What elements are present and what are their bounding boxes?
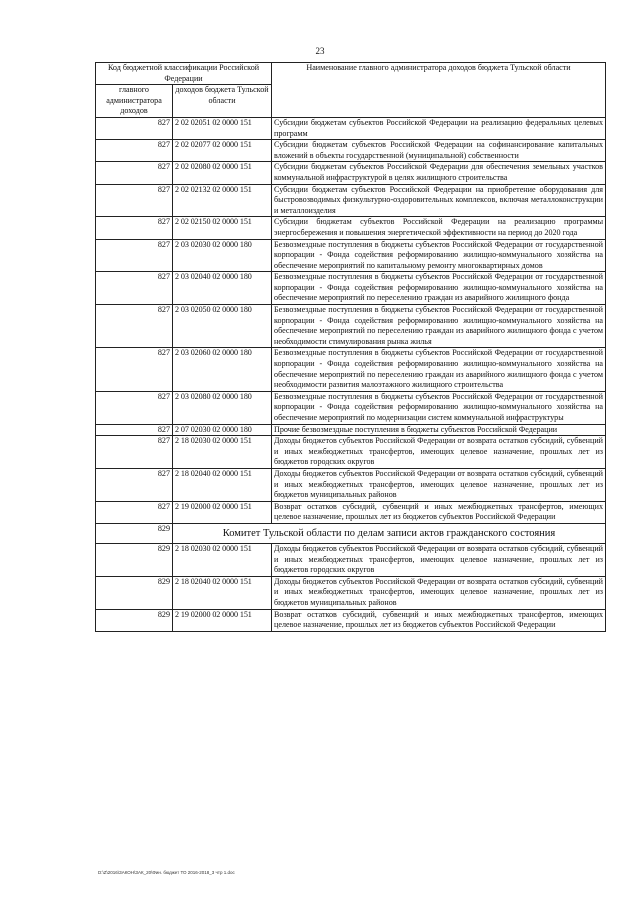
table-row <box>96 140 606 162</box>
revenue-name-cell: Субсидии бюджетам субъектов Российской Федерации на реализацию федеральных целевых программ <box>272 117 606 139</box>
revenue-code-cell: 2 03 02030 02 0000 180 <box>173 239 272 272</box>
table-row <box>96 391 606 424</box>
table-row <box>96 501 606 523</box>
revenue-name-cell: Безвозмездные поступления в бюджеты субъектов Российской Федерации от государственной корпорации - Фонда содействия реформированию жилищно-коммунального хозяйства на обеспечение мероприятий по модернизации систем коммунальной инфраструктуры <box>272 391 606 424</box>
table-row <box>96 184 606 217</box>
revenue-code-cell: 2 02 02132 02 0000 151 <box>173 184 272 217</box>
file-path-footer: D:\Z\2016\ЗАКОН\ЗАК_20\Фин. бюджет ТО 2016-2018_3 чтр 1.doc <box>98 870 235 875</box>
admin-code-cell: 827 <box>96 184 173 217</box>
revenue-name-cell: Субсидии бюджетам субъектов Российской Федерации на реализацию программы энергосбережения и повышения энергетической эффективности на период до 2020 года <box>272 217 606 239</box>
admin-code-cell: 827 <box>96 391 173 424</box>
admin-code-cell: 827 <box>96 436 173 469</box>
revenue-code-cell: 2 18 02030 02 0000 151 <box>173 543 272 576</box>
table-row <box>96 436 606 469</box>
table-row <box>96 272 606 305</box>
revenue-code-cell: 2 03 02080 02 0000 180 <box>173 391 272 424</box>
table-row <box>96 543 606 576</box>
revenue-name-cell: Безвозмездные поступления в бюджеты субъектов Российской Федерации от государственной корпорации - Фонда содействия реформированию жилищно-коммунального хозяйства на обеспечение мероприятий по переселению граждан из аварийного жилищного фонда <box>272 272 606 305</box>
table-row <box>96 348 606 391</box>
revenue-code-cell: 2 03 02040 02 0000 180 <box>173 272 272 305</box>
revenue-code-cell: 2 19 02000 02 0000 151 <box>173 609 272 631</box>
revenue-name-cell: Возврат остатков субсидий, субвенций и иных межбюджетных трансфертов, имеющих целевое назначение, прошлых лет из бюджетов субъектов Российской Федерации <box>272 501 606 523</box>
revenue-name-cell: Доходы бюджетов субъектов Российской Федерации от возврата остатков субсидий, субвенций и иных межбюджетных трансфертов, имеющих целевое назначение, прошлых лет из бюджетов городских округов <box>272 543 606 576</box>
header-budget-classification: Код бюджетной классификации Российской Федерации <box>96 63 272 85</box>
revenue-name-cell: Субсидии бюджетам субъектов Российской Федерации на приобретение оборудования для быстровозводимых физкультурно-оздоровительных комплексов, включая металлоконструкции и металлоизделия <box>272 184 606 217</box>
revenue-code-cell: 2 02 02150 02 0000 151 <box>173 217 272 239</box>
admin-code-cell: 827 <box>96 239 173 272</box>
revenue-code-cell: 2 02 02080 02 0000 151 <box>173 162 272 184</box>
table-body <box>96 63 606 632</box>
table-row <box>96 576 606 609</box>
page-number: 23 <box>315 46 325 56</box>
revenue-name-cell: Доходы бюджетов субъектов Российской Федерации от возврата остатков субсидий, субвенций и иных межбюджетных трансфертов, имеющих целевое назначение, прошлых лет из бюджетов городских округов <box>272 436 606 469</box>
admin-code-cell: 827 <box>96 140 173 162</box>
admin-code-cell: 827 <box>96 424 173 436</box>
revenue-code-cell: 2 19 02000 02 0000 151 <box>173 501 272 523</box>
revenue-name-cell: Субсидии бюджетам субъектов Российской Федерации на софинансирование капитальных вложений в объекты государственной (муниципальной) собственности <box>272 140 606 162</box>
admin-code-cell: 827 <box>96 217 173 239</box>
table-header-row <box>96 63 606 85</box>
revenue-code-cell: 2 18 02030 02 0000 151 <box>173 436 272 469</box>
revenue-code-cell: 2 18 02040 02 0000 151 <box>173 468 272 501</box>
table-row <box>96 239 606 272</box>
admin-code-cell: 827 <box>96 501 173 523</box>
section-row <box>96 523 606 543</box>
revenue-name-cell: Безвозмездные поступления в бюджеты субъектов Российской Федерации от государственной корпорации - Фонда содействия реформированию жилищно-коммунального хозяйства на обеспечение мероприятий по переселению граждан из аварийного жилищного фонда с учетом необходимости стимулирования рынка жилья <box>272 305 606 348</box>
table-row <box>96 609 606 631</box>
table-row <box>96 217 606 239</box>
budget-classification-table <box>95 62 606 632</box>
revenue-code-cell: 2 03 02060 02 0000 180 <box>173 348 272 391</box>
admin-code-cell: 827 <box>96 162 173 184</box>
admin-code-cell: 827 <box>96 348 173 391</box>
revenue-name-cell: Возврат остатков субсидий, субвенций и иных межбюджетных трансфертов, имеющих целевое назначение, прошлых лет из бюджетов субъектов Российской Федерации <box>272 609 606 631</box>
table-row <box>96 162 606 184</box>
header-administrator-name: Наименование главного администратора доходов бюджета Тульской области <box>272 63 606 118</box>
admin-code-cell: 829 <box>96 576 173 609</box>
header-revenue-code: доходов бюджета Тульской области <box>173 85 272 118</box>
revenue-name-cell: Доходы бюджетов субъектов Российской Федерации от возврата остатков субсидий, субвенций и иных межбюджетных трансфертов, имеющих целевое назначение, прошлых лет из бюджетов муниципальных районов <box>272 468 606 501</box>
admin-code-cell: 827 <box>96 272 173 305</box>
revenue-code-cell: 2 18 02040 02 0000 151 <box>173 576 272 609</box>
revenue-code-cell: 2 02 02077 02 0000 151 <box>173 140 272 162</box>
admin-code-cell: 827 <box>96 468 173 501</box>
admin-code-cell: 829 <box>96 609 173 631</box>
table-row <box>96 424 606 436</box>
admin-code-cell: 827 <box>96 117 173 139</box>
revenue-code-cell: 2 03 02050 02 0000 180 <box>173 305 272 348</box>
revenue-name-cell: Безвозмездные поступления в бюджеты субъектов Российской Федерации от государственной корпорации - Фонда содействия реформированию жилищно-коммунального хозяйства на обеспечение мероприятий по капитальному ремонту многоквартирных домов <box>272 239 606 272</box>
revenue-name-cell: Прочие безвозмездные поступления в бюджеты субъектов Российской Федерации <box>272 424 606 436</box>
admin-code-cell: 829 <box>96 543 173 576</box>
admin-code-cell: 827 <box>96 305 173 348</box>
table-row <box>96 305 606 348</box>
section-title: Комитет Тульской области по делам записи актов гражданского состояния <box>173 523 606 543</box>
revenue-name-cell: Безвозмездные поступления в бюджеты субъектов Российской Федерации от государственной корпорации - Фонда содействия реформированию жилищно-коммунального хозяйства на обеспечение мероприятий по переселению граждан из аварийного жилищного фонда с учетом необходимости развития малоэтажного жилищного строительства <box>272 348 606 391</box>
revenue-name-cell: Субсидии бюджетам субъектов Российской Федерации для обеспечения земельных участков коммунальной инфраструктурой в целях жилищного строительства <box>272 162 606 184</box>
header-admin-code: главного администратора доходов <box>96 85 173 118</box>
table-row <box>96 117 606 139</box>
revenue-name-cell: Доходы бюджетов субъектов Российской Федерации от возврата остатков субсидий, субвенций и иных межбюджетных трансфертов, имеющих целевое назначение, прошлых лет из бюджетов муниципальных районов <box>272 576 606 609</box>
revenue-code-cell: 2 07 02030 02 0000 180 <box>173 424 272 436</box>
revenue-code-cell: 2 02 02051 02 0000 151 <box>173 117 272 139</box>
section-admin-code: 829 <box>96 523 173 543</box>
table-row <box>96 468 606 501</box>
